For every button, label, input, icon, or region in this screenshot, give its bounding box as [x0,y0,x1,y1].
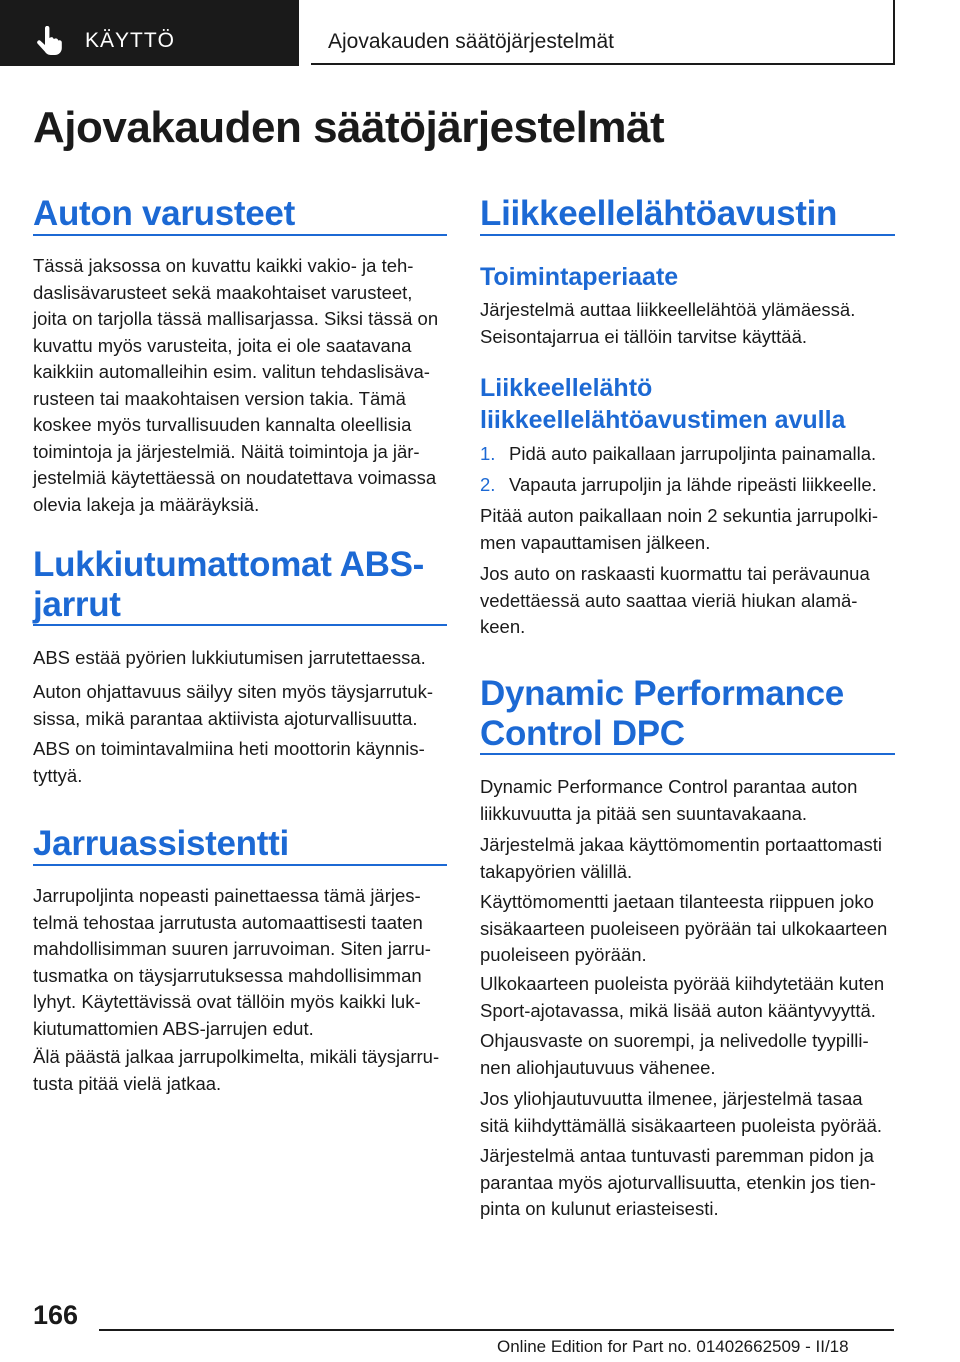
paragraph: Jos yliohjautuvuutta ilmenee, järjestelmä tasaa sitä kiihdyttämällä sisäkaarteen puoleista pyörää. [480,1088,883,1136]
step-text: Vapauta jarrupoljin ja lähde ripeästi liikkeelle. [509,474,877,495]
paragraph: Älä päästä jalkaa jarrupolkimelta, mikäli täysjarru- tusta pitää vielä jatkaa. [33,1046,440,1094]
paragraph: Käyttömomentti jaetaan tilanteesta riippuen joko sisäkaarteen puoleiseen pyörään tai ulkokaarteen puoleiseen pyörään. [480,891,888,965]
paragraph: Jos auto on raskaasti kuormattu tai perävaunua vedettäessä auto saattaa vieriä hiukan alamä- keen. [480,563,870,637]
breadcrumb [311,0,895,65]
paragraph: Järjestelmä antaa tuntuvasti paremman pidon ja parantaa myös ajoturvallisuutta, etenkin jos tien- pinta on kulunut eriasteisesti. [480,1145,876,1219]
heading-rule [33,864,447,866]
paragraph: ABS estää pyörien lukkiutumisen jarrutettaessa. [33,647,426,668]
page-number: 166 [33,1300,79,1330]
heading-dpc: Dynamic Performance Control DPC [480,674,844,753]
breadcrumb-label: Ajovakauden säätöjärjestelmät [328,30,615,53]
paragraph: Järjestelmä jakaa käyttömomentin portaattomasti takapyörien välillä. [480,834,883,882]
step-number: 2. [480,474,496,495]
heading-rule [33,234,447,236]
step-text: Pidä auto paikallaan jarrupoljinta painamalla. [509,443,877,464]
paragraph: Pitää auton paikallaan noin 2 sekuntia jarrupolki- men vapauttamisen jälkeen. [480,505,879,553]
edition-text: Online Edition for Part no. 01402662509 - II/18 [497,1337,849,1356]
heading-auton-varusteet: Auton varusteet [33,194,295,233]
section-tab-label: KÄYTTÖ [85,29,176,52]
heading-abs: Lukkiutumattomat ABS- jarrut [33,545,425,624]
paragraph: Jarrupoljinta nopeasti painettaessa tämä järjes- telmä tehostaa jarrutusta automaattisesti taaten mahdollisimman suuren jarruvoiman. Siten jarru- tusmatka on täysjarrutuksessa mahdollisimman lyhyt. Käytettävissä ovat tällöin myös kaikki luk- kiutumattomien ABS-jarrujen edut. [33,885,431,1039]
heading-rule [33,624,447,626]
paragraph: Ulkokaarteen puoleista pyörää kiihdytetään kuten Sport-ajotavassa, mikä lisää auton kääntyvyyttä. [480,973,885,1021]
paragraph: Tässä jaksossa on kuvattu kaikki vakio- ja teh- daslisävarusteet sekä maakohtaiset varusteet, joita on tarjolla tässä mallisarjassa. Siksi tässä on kuvattu myös varusteita, joita ei ole saatavana kaikkiin automalleihin esim. valitun tehdaslisäva- rusteen tai maakohtaisen version takia. Tämä koskee myös turvallisuuden kannalta oleellisia toimintoja ja järjestelmiä. Näitä toimintoja ja jär- jestelmiä käytettäessä on noudatettava voimassa olevia lakeja ja määräyksiä. [33,255,439,515]
page-title: Ajovakauden säätöjärjestelmät [33,103,665,152]
heading-liikkeellelahtoavustin: Liikkeellelähtöavustin [480,194,838,233]
paragraph: ABS on toimintavalmiina heti moottorin käynnis- tyttyä. [33,738,425,786]
heading-rule [480,234,895,236]
step-number: 1. [480,443,496,464]
paragraph: Dynamic Performance Control parantaa auton liikkuvuutta ja pitää sen suuntavakaana. [480,776,858,824]
hand-pointer-icon [36,26,62,56]
heading-rule [480,753,895,755]
footer-rule [99,1329,894,1331]
paragraph: Ohjausvaste on suorempi, ja nelivedolle tyypilli- nen aliohjautuvuus vähenee. [480,1030,869,1078]
subheading-toimintaperiaate: Toimintaperiaate [480,263,679,291]
section-tab[interactable] [0,0,299,66]
paragraph: Auton ohjattavuus säilyy siten myös täysjarrutuk- sissa, mikä parantaa aktiivista ajoturvallisuutta. [33,681,433,729]
subheading-liikkeellelahto: Liikkeellelähtö liikkeellelähtöavustimen avulla [480,374,846,434]
paragraph: Järjestelmä auttaa liikkeellelähtöä ylämäessä. Seisontajarrua ei tällöin tarvitse käyttää. [480,299,856,347]
heading-jarruassistentti: Jarruassistentti [33,824,289,863]
